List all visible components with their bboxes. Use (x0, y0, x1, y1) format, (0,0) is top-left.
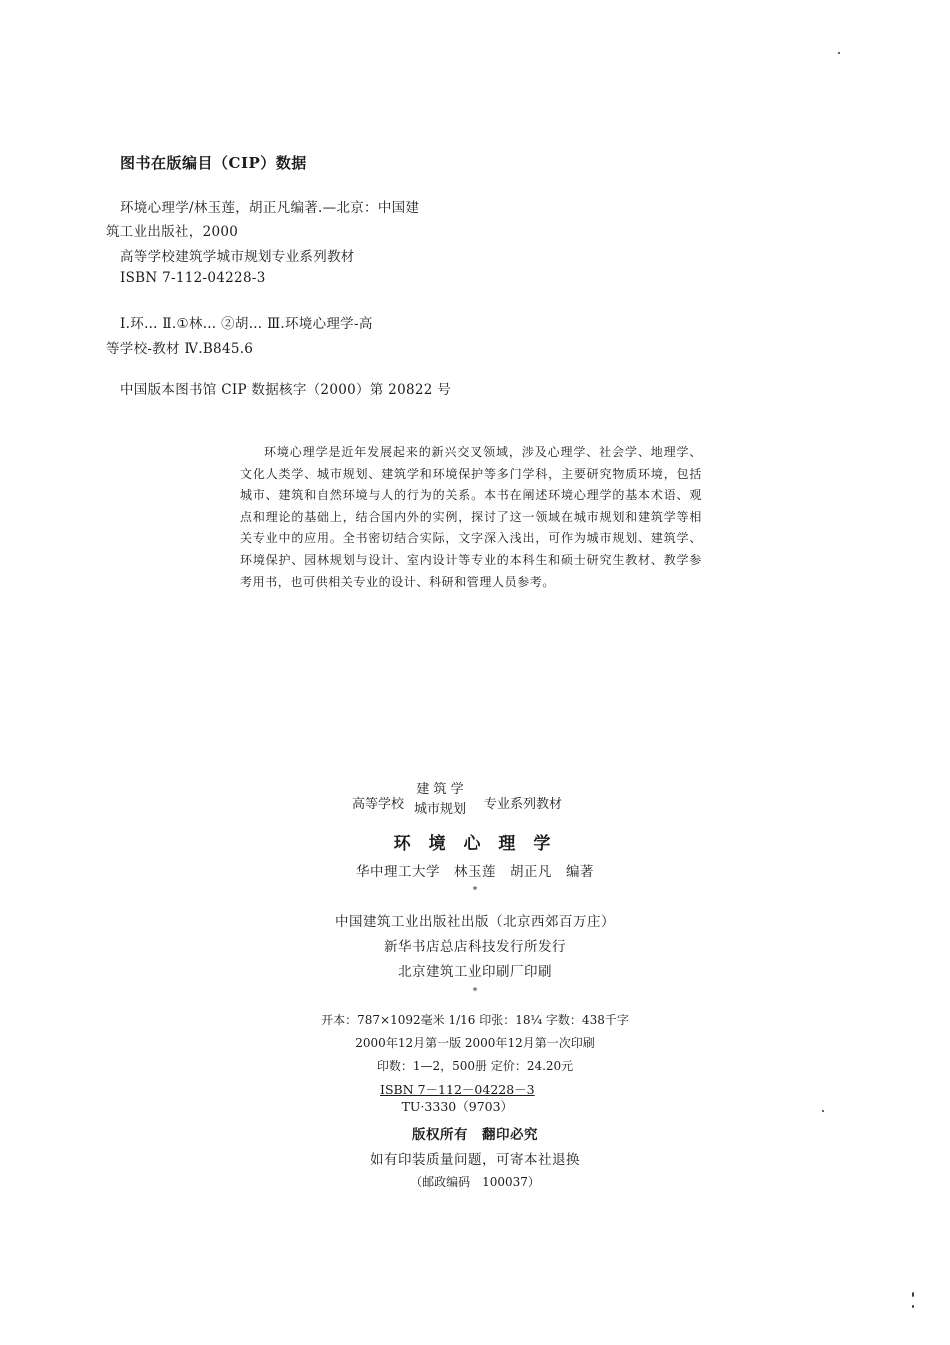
postal-code: （邮政编码 100037） (410, 1175, 540, 1189)
format-info: 开本：787×1092毫米 1/16 印张：18¼ 字数：438千字 (321, 1013, 629, 1027)
return-note: 如有印装质量问题，可寄本社退换 (370, 1152, 580, 1168)
authors: 华中理工大学 林玉莲 胡正凡 编著 (356, 864, 594, 880)
book-description: 环境心理学是近年发展起来的新兴交叉领域，涉及心理学、社会学、地理学、文化人类学、城市规划、建筑学和环境保护等多门学科，主要研究物质环境，包括城市、建筑和自然环境与人的行为的关系。本书在阐述环境心理学的基本术语、观点和理论的基础上，结合国内外的实例，探讨了这一领域在城市规划和建筑学等相关专业中的应用。全书密切结合实际，文字深入浅出，可作为城市规划、建筑学、环境保护、园林规划与设计、室内设计等专业的本科生和硕士研究生教材、教学参考用书，也可供相关专业的设计、科研和管理人员参考。 (240, 445, 702, 589)
scan-speck (912, 1292, 914, 1297)
cip-subjects-line1: Ⅰ.环… Ⅱ.①林… ②胡… Ⅲ.环境心理学-高 (120, 316, 373, 332)
colophon-isbn: ISBN 7－112－04228－3 (380, 1082, 535, 1097)
rights-notice: 版权所有 翻印必究 (412, 1127, 538, 1143)
cip-title: 图书在版编目（CIP）数据 (120, 154, 307, 172)
cip-isbn: ISBN 7-112-04228-3 (120, 270, 266, 286)
cip-entry-line1: 环境心理学/林玉莲，胡正凡编著.—北京：中国建 (120, 200, 420, 216)
scan-speck (822, 1110, 824, 1112)
series-prefix: 高等学校 (352, 797, 405, 812)
colophon-tu-number: TU·3330（9703） (401, 1099, 514, 1114)
colophon-isbn-block (380, 1081, 535, 1115)
publisher: 中国建筑工业出版社出版（北京西郊百万庄） (335, 914, 615, 930)
cip-subjects-line2: 等学校-教材 Ⅳ.B845.6 (106, 341, 254, 357)
divider-star-1: * (472, 886, 478, 896)
book-title: 环 境 心 理 学 (393, 834, 557, 854)
printer: 北京建筑工业印刷厂印刷 (398, 964, 552, 980)
divider-star-2: * (472, 987, 478, 997)
edition-info: 2000年12月第一版 2000年12月第一次印刷 (355, 1036, 595, 1050)
cip-number: 中国版本图书馆 CIP 数据核字（2000）第 20822 号 (120, 382, 452, 398)
cip-series-note: 高等学校建筑学城市规划专业系列教材 (120, 249, 355, 265)
scan-speck (838, 52, 840, 54)
distributor: 新华书店总店科技发行所发行 (384, 939, 566, 955)
series-major-urban-planning: 城市规划 (414, 802, 467, 817)
series-major-architecture: 建 筑 学 (416, 782, 464, 797)
scan-speck (912, 1305, 914, 1308)
series-suffix: 专业系列教材 (484, 797, 563, 812)
print-run-price: 印数：1—2，500册 定价：24.20元 (376, 1059, 574, 1073)
series-majors (414, 780, 466, 820)
cip-entry-line2: 筑工业出版社，2000 (106, 224, 239, 240)
